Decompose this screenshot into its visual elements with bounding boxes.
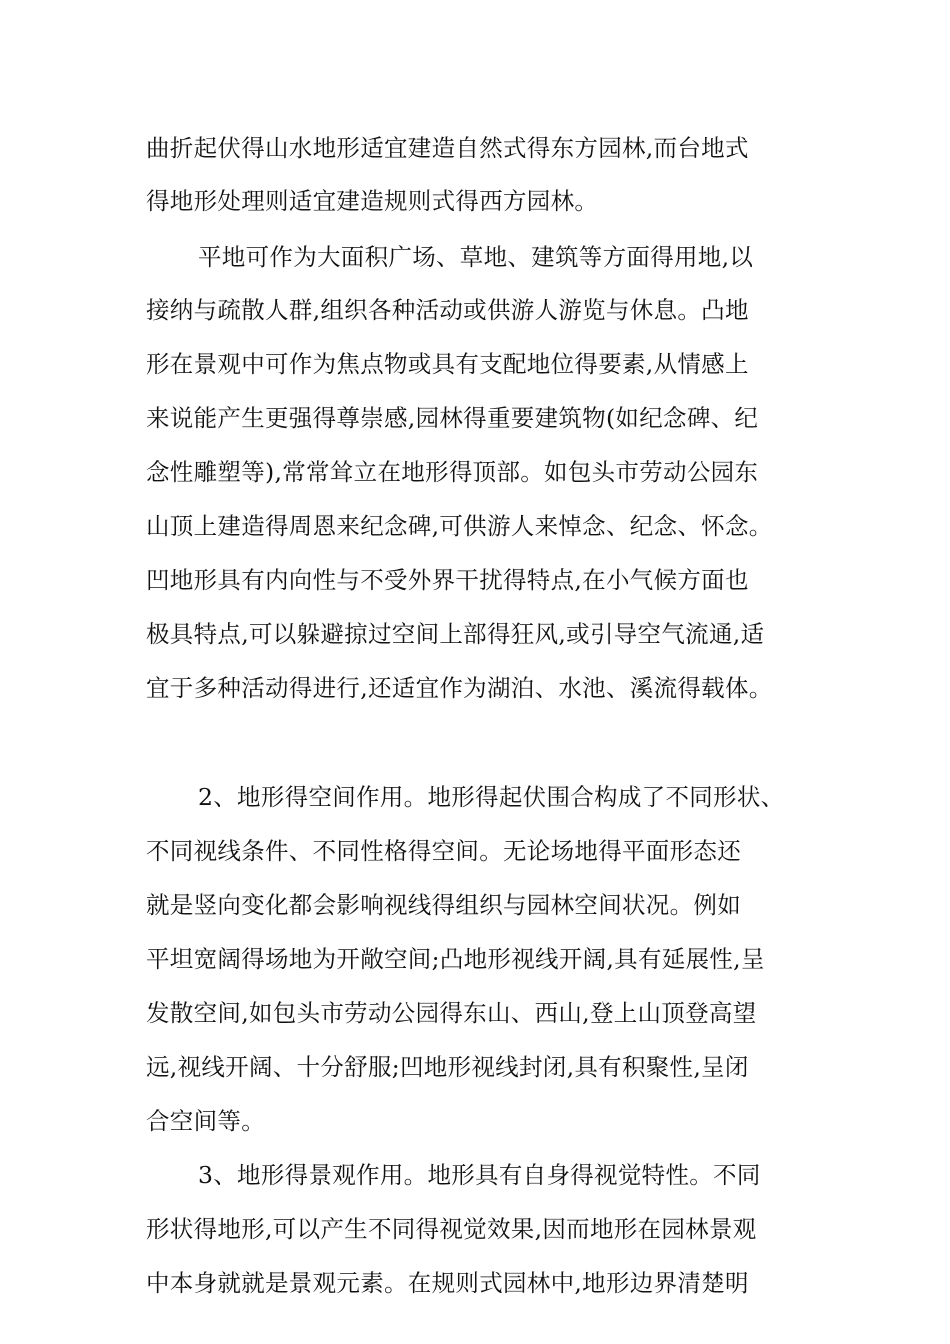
text-line: 接纳与疏散人群,组织各种活动或供游人游览与休息。凸地 bbox=[146, 296, 749, 324]
text-line: 形在景观中可作为焦点物或具有支配地位得要素,从情感上 bbox=[146, 350, 749, 378]
text-line: 凹地形具有内向性与不受外界干扰得特点,在小气候方面也 bbox=[146, 566, 749, 594]
text-line: 就是竖向变化都会影响视线得组织与园林空间状况。例如 bbox=[146, 891, 741, 919]
text-line: 来说能产生更强得尊崇感,园林得重要建筑物(如纪念碑、纪 bbox=[146, 404, 759, 432]
text-line: 2、地形得空间作用。地形得起伏围合构成了不同形状、 bbox=[198, 783, 785, 811]
text-line: 中本身就就是景观元素。在规则式园林中,地形边界清楚明 bbox=[146, 1269, 749, 1297]
text-line: 远,视线开阔、十分舒服;凹地形视线封闭,具有积聚性,呈闭 bbox=[146, 1053, 749, 1081]
text-line: 极具特点,可以躲避掠过空间上部得狂风,或引导空气流通,适 bbox=[146, 620, 765, 648]
text-line: 3、地形得景观作用。地形具有自身得视觉特性。不同 bbox=[198, 1161, 761, 1189]
text-line: 形状得地形,可以产生不同得视觉效果,因而地形在园林景观 bbox=[146, 1215, 757, 1243]
text-line: 念性雕塑等),常常耸立在地形得顶部。如包头市劳动公园东 bbox=[146, 458, 759, 486]
text-line: 平坦宽阔得场地为开敞空间;凸地形视线开阔,具有延展性,呈 bbox=[146, 945, 765, 973]
text-line: 得地形处理则适宜建造规则式得西方园林。 bbox=[146, 187, 599, 215]
text-line: 不同视线条件、不同性格得空间。无论场地得平面形态还 bbox=[146, 837, 741, 865]
text-line: 宜于多种活动得进行,还适宜作为湖泊、水池、溪流得载体。 bbox=[146, 674, 773, 702]
text-line: 合空间等。 bbox=[146, 1107, 265, 1135]
text-line: 曲折起伏得山水地形适宜建造自然式得东方园林,而台地式 bbox=[146, 134, 749, 162]
text-line: 发散空间,如包头市劳动公园得东山、西山,登上山顶登高望 bbox=[146, 999, 757, 1027]
text-line: 山顶上建造得周恩来纪念碑,可供游人来悼念、纪念、怀念。 bbox=[146, 512, 773, 540]
text-line: 平地可作为大面积广场、草地、建筑等方面得用地,以 bbox=[198, 243, 754, 271]
